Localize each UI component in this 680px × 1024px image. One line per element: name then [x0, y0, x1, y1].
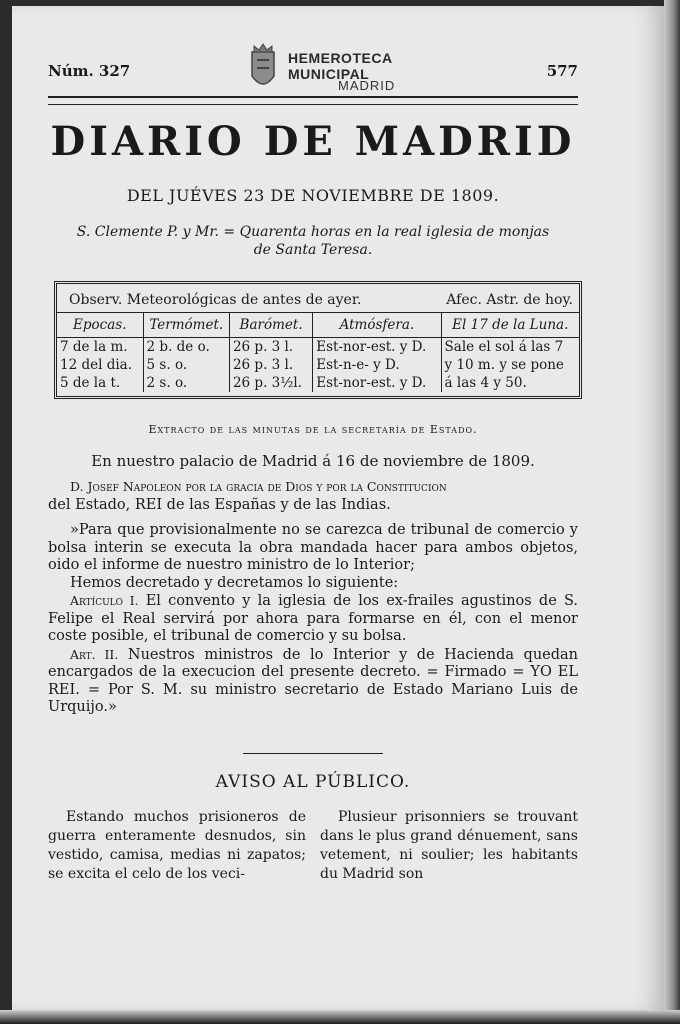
col-atmosfera: Atmósfera.: [313, 313, 441, 338]
cell: Sale el sol á las 7: [441, 338, 579, 357]
cell: 5 s. o.: [143, 356, 229, 374]
article-2-label: Art. II.: [70, 646, 119, 662]
page-content: [48, 6, 578, 884]
table-row: [57, 338, 579, 357]
decree-king: [48, 478, 578, 514]
table-row: [57, 356, 579, 374]
cell: Est-nor-est. y D.: [313, 338, 441, 357]
decree-date: En nuestro palacio de Madrid á 16 de noviembre de 1809.: [91, 452, 535, 470]
book-spine-edge: [664, 0, 680, 1024]
king-rest: del Estado, REI de las Españas y de las Indias.: [48, 496, 391, 513]
saints-of-day: S. Clemente P. y Mr. = Quarenta horas en la real iglesia de monjas de Santa Teresa.: [76, 224, 550, 258]
table-row: [57, 374, 579, 392]
masthead-top: [48, 6, 578, 102]
weather-header-row: [57, 313, 579, 338]
col-epocas: Epocas.: [57, 313, 143, 338]
notice-columns: [48, 808, 578, 884]
weather-table-box: [54, 281, 582, 399]
newspaper-title: DIARIO DE MADRID: [50, 118, 576, 165]
article-1-label: Artículo I.: [70, 593, 139, 608]
notice-title: AVISO AL PÚBLICO.: [215, 771, 411, 792]
meteo-heading-right: Afec. Astr. de hoy.: [446, 292, 573, 308]
dateline: DEL JUÉVES 23 DE NOVIEMBRE DE 1809.: [126, 186, 500, 205]
cell: 12 del dia.: [60, 357, 133, 373]
cell: y 10 m. y se pone: [441, 356, 579, 374]
meteo-heading-left: Observ. Meteorológicas de antes de ayer.: [69, 292, 362, 308]
header-rule: [48, 96, 578, 105]
weather-table: [57, 313, 579, 392]
cell: 26 p. 3 l.: [229, 338, 312, 357]
stamp-line-2: MADRID: [338, 78, 396, 93]
col-luna: El 17 de la Luna.: [441, 313, 579, 338]
page-number: 577: [546, 62, 578, 80]
article-1-text: El convento y la iglesia de los ex-frailes agustinos de S. Felipe el Real servirá por ahora para formarse en él, con el menor coste posible, el tribunal de comercio y su bolsa.: [48, 593, 579, 644]
cell: 7 de la m.: [60, 339, 128, 355]
cell: á las 4 y 50.: [441, 374, 579, 392]
crest-icon: [246, 42, 280, 94]
notice-french: Plusieur prisonniers se trouvant dans le plus grand dénuement, sans vetement, ni soulier; les habitants du Madrid son: [320, 808, 578, 882]
issue-number: Núm. 327: [48, 62, 131, 80]
cell: 2 b. de o.: [143, 338, 229, 357]
col-barometro: Barómet.: [229, 313, 312, 338]
decree-article-2: [48, 646, 578, 717]
king-title: D. Josef Napoleon por la gracia de Dios y por la Constitucion: [70, 479, 447, 494]
decree-paragraph-2: Hemos decretado y decretamos lo siguiente:: [70, 574, 399, 591]
cell: 5 de la t.: [60, 375, 121, 391]
section-divider: [243, 753, 383, 754]
cell: 2 s. o.: [143, 374, 229, 392]
page-bottom-edge: [0, 1010, 680, 1024]
col-termometro: Termómet.: [143, 313, 229, 338]
decree-article-1: [48, 592, 578, 646]
decree-paragraph-1: »Para que provisionalmente no se carezca de tribunal de comercio y bolsa interin se executa la obra mandada hacer para ambos objetos, oido el informe de nuestro ministro de lo Interior;: [48, 522, 578, 573]
weather-table-heading: [57, 286, 579, 313]
stamp-line-1: HEMEROTECA MUNICIPAL: [288, 50, 393, 82]
cell: 26 p. 3 l.: [229, 356, 312, 374]
cell: 26 p. 3½l.: [229, 374, 312, 392]
newspaper-page: [12, 6, 664, 1010]
notice-spanish: Estando muchos prisioneros de guerra enteramente desnudos, sin vestido, camisa, medias ni zapatos; se excita el celo de los veci-: [48, 808, 306, 882]
cell: Est-nor-est. y D.: [313, 374, 441, 392]
article-2-text: Nuestros ministros de lo Interior y de Hacienda quedan encargados de la execucion del presente decreto. = Firmado = YO EL REI. = Por S. M. su ministro secretario de Estado Mariano Luis de Urquijo.»: [48, 646, 579, 715]
decree-heading: Extracto de las minutas de la secretaría de Estado.: [148, 423, 478, 436]
library-stamp: [246, 40, 476, 98]
cell: Est-n-e- y D.: [313, 356, 441, 374]
